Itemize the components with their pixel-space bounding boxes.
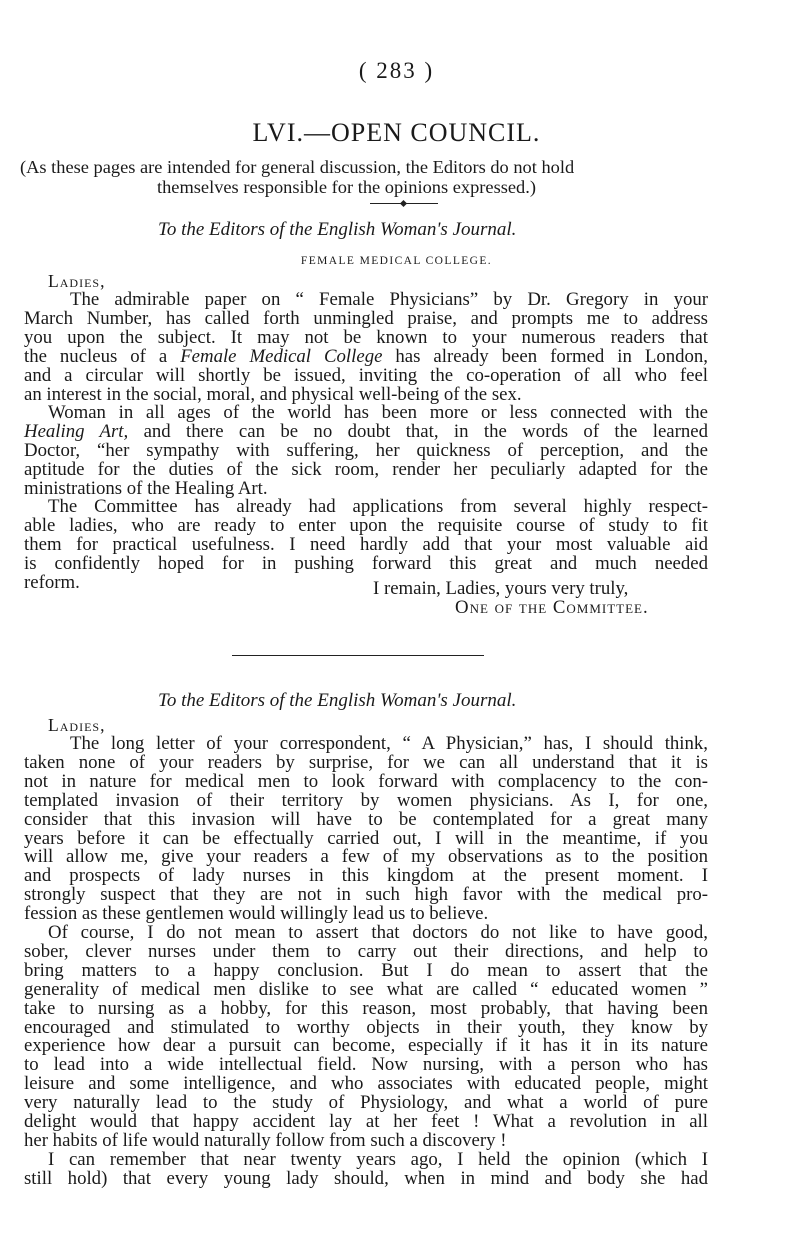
letter2-paragraph-2 — [24, 924, 708, 1151]
text-line: the nucleus of a Female Medical College has already been formed in London, — [24, 345, 708, 367]
text-line: sober, clever nurses under them to carry out their directions, and help to — [24, 940, 708, 962]
text-line: Healing Art, and there can be no doubt that, in the words of the learned — [24, 420, 708, 442]
text-line: able ladies, who are ready to enter upon the requisite course of study to fit — [24, 514, 708, 536]
text-line: still hold) that every young lady should, when in mind and body she had — [24, 1167, 708, 1189]
letter1-paragraph-2 — [24, 404, 708, 499]
text-line: and a circular will shortly be issued, inviting the co-operation of all who feel — [24, 364, 708, 386]
section-rule — [232, 655, 484, 656]
section-title: LVI.—OPEN COUNCIL. — [252, 118, 541, 147]
editorial-note-line-2: themselves responsible for the opinions expressed.) — [157, 177, 536, 197]
letter2-paragraph-1 — [24, 735, 708, 924]
letter1-greeting: Ladies, — [48, 271, 106, 291]
text-line: templated invasion of their territory by women physicians. As I, for one, — [24, 789, 708, 811]
text-line: to lead into a wide intellectual field. Now nursing, with a person who has — [24, 1054, 708, 1076]
text-line: encouraged and stimulated to worthy objects in their youth, they know by — [24, 1016, 708, 1038]
text-line: very naturally lead to the study of Physiology, and what a world of pure — [24, 1092, 708, 1114]
text-line: an interest in the social, moral, and physical well-being of the sex. — [24, 383, 522, 405]
editorial-note-line-1: (As these pages are intended for general discussion, the Editors do not hold — [20, 157, 575, 177]
text-line: is confidently hoped for in pushing forward this great and much needed — [24, 552, 708, 574]
text-line: The admirable paper on “ Female Physicians” by Dr. Gregory in your — [70, 289, 708, 310]
text-line: consider that this invasion will have to be contemplated for a great many — [24, 808, 708, 830]
text-line: will allow me, give your readers a few of my observations as to the position — [24, 846, 708, 868]
letter2-paragraph-3 — [24, 1151, 708, 1189]
text-line: fession as these gentlemen would willingly lead us to believe. — [24, 903, 489, 925]
text-line: taken none of your readers by surprise, for we can all understand that it is — [24, 751, 708, 773]
text-line: not in nature for medical men to look forward with complacency to the con- — [24, 770, 708, 792]
text-line: years before it can be effectually carried out, I will in the meantime, if you — [24, 827, 708, 849]
text-line: March Number, has called forth unmingled praise, and prompts me to address — [24, 307, 708, 329]
text-line: strongly suspect that they are not in such high favor with the medical pro- — [24, 884, 708, 906]
page-number: ( 283 ) — [358, 58, 435, 83]
letter1-heading: To the Editors of the English Woman's Journal. — [158, 219, 517, 240]
text-line: take to nursing as a hobby, for this reason, most probably, that having been — [24, 997, 708, 1019]
letter1-subheading: FEMALE MEDICAL COLLEGE. — [300, 255, 493, 267]
text-line: them for practical usefulness. I need hardly add that your most valuable aid — [24, 533, 708, 555]
letter1-paragraph-1 — [24, 291, 708, 404]
text-line: Woman in all ages of the world has been more or less connected with the — [48, 402, 708, 423]
text-line: bring matters to a happy conclusion. But I do mean to assert that the — [24, 959, 708, 981]
letter2-heading: To the Editors of the English Woman's Journal. — [158, 690, 517, 711]
letter1-closing: I remain, Ladies, yours very truly, — [373, 578, 629, 599]
text-line: experience how dear a pursuit can become, especially if it has it in its nature — [24, 1035, 708, 1057]
text-line: ministrations of the Healing Art. — [24, 477, 268, 499]
text-line: reform. — [24, 571, 80, 593]
text-line: you upon the subject. It may not be known to your numerous readers that — [24, 326, 708, 348]
text-line: I can remember that near twenty years ago, I held the opinion (which I — [48, 1149, 708, 1170]
text-line: and prospects of lady nurses in this kingdom at the present moment. I — [24, 865, 708, 887]
text-line: Doctor, “her sympathy with suffering, her quickness of perception, and the — [24, 439, 708, 461]
editorial-note — [20, 157, 770, 197]
ornament-divider — [370, 201, 438, 207]
text-line: The Committee has already had applications from several highly respect- — [48, 496, 708, 517]
text-line: her habits of life would naturally follow from such a discovery ! — [24, 1129, 507, 1151]
letter1-signature: One of the Committee. — [455, 597, 649, 618]
letter2-greeting: Ladies, — [48, 715, 106, 735]
text-line: The long letter of your correspondent, “ A Physician,” has, I should think, — [70, 733, 708, 754]
text-line: Of course, I do not mean to assert that doctors do not like to have good, — [48, 922, 708, 943]
text-line: delight would that happy accident lay at her feet ! What a revolution in all — [24, 1111, 708, 1133]
text-line: generality of medical men dislike to see what are called “ educated women ” — [24, 978, 708, 1000]
text-line: leisure and some intelligence, and who associates with educated people, might — [24, 1073, 708, 1095]
text-line: aptitude for the duties of the sick room, render her peculiarly adapted for the — [24, 458, 708, 480]
